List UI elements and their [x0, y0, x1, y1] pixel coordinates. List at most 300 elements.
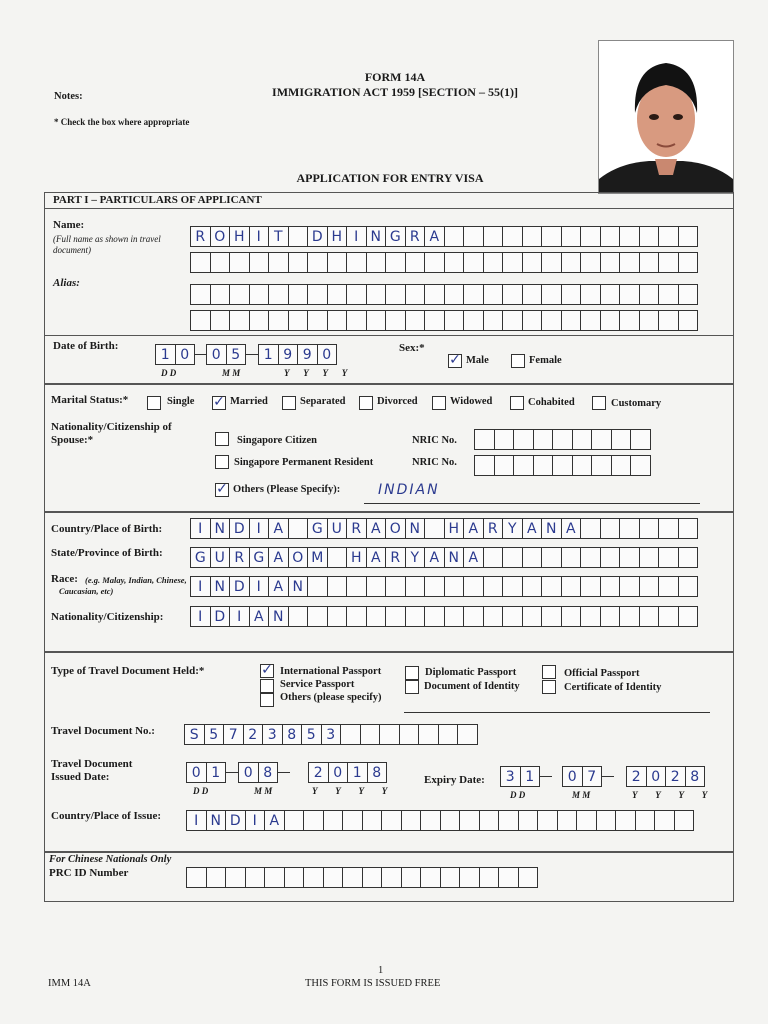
name-field-row1[interactable]: [190, 226, 697, 247]
char-box[interactable]: Y: [405, 547, 426, 568]
travel-coi-checkbox[interactable]: [542, 680, 556, 694]
char-box[interactable]: [288, 252, 309, 273]
char-box[interactable]: [678, 576, 699, 597]
char-box[interactable]: [483, 576, 504, 597]
char-box[interactable]: [463, 310, 484, 331]
char-box[interactable]: [639, 310, 660, 331]
char-box[interactable]: [494, 455, 515, 476]
char-box[interactable]: [440, 867, 461, 888]
char-box[interactable]: [580, 226, 601, 247]
char-box[interactable]: [424, 252, 445, 273]
char-box[interactable]: [323, 810, 344, 831]
char-box[interactable]: O: [210, 226, 231, 247]
char-box[interactable]: G: [249, 547, 270, 568]
char-box[interactable]: R: [483, 518, 504, 539]
char-box[interactable]: [600, 284, 621, 305]
char-box[interactable]: [424, 284, 445, 305]
char-box[interactable]: [401, 810, 422, 831]
char-box[interactable]: [405, 252, 426, 273]
char-box[interactable]: N: [288, 576, 309, 597]
char-box[interactable]: [630, 455, 651, 476]
char-box[interactable]: [658, 252, 679, 273]
char-box[interactable]: 0: [186, 762, 207, 783]
char-box[interactable]: [518, 810, 539, 831]
char-box[interactable]: [483, 547, 504, 568]
char-box[interactable]: 3: [321, 724, 342, 745]
char-box[interactable]: [561, 606, 582, 627]
char-box[interactable]: [561, 284, 582, 305]
char-box[interactable]: [327, 310, 348, 331]
char-box[interactable]: 0: [317, 344, 338, 365]
char-box[interactable]: [483, 606, 504, 627]
char-box[interactable]: [561, 547, 582, 568]
char-box[interactable]: [541, 252, 562, 273]
char-box[interactable]: [596, 810, 617, 831]
char-box[interactable]: [405, 284, 426, 305]
char-box[interactable]: [541, 226, 562, 247]
char-box[interactable]: A: [424, 226, 445, 247]
char-box[interactable]: [522, 284, 543, 305]
char-box[interactable]: [307, 284, 328, 305]
char-box[interactable]: [479, 810, 500, 831]
marital-customary-checkbox[interactable]: [592, 396, 606, 410]
char-box[interactable]: 9: [297, 344, 318, 365]
char-box[interactable]: 1: [206, 762, 227, 783]
char-box[interactable]: [639, 284, 660, 305]
char-box[interactable]: [561, 252, 582, 273]
char-box[interactable]: [346, 284, 367, 305]
char-box[interactable]: [463, 226, 484, 247]
travel-official-checkbox[interactable]: [542, 665, 556, 679]
nric-field-2[interactable]: [474, 455, 650, 476]
char-box[interactable]: [580, 606, 601, 627]
char-box[interactable]: [678, 252, 699, 273]
char-box[interactable]: [479, 867, 500, 888]
char-box[interactable]: [459, 810, 480, 831]
char-box[interactable]: [385, 252, 406, 273]
char-box[interactable]: 5: [226, 344, 247, 365]
char-box[interactable]: [346, 606, 367, 627]
char-box[interactable]: G: [190, 547, 211, 568]
char-box[interactable]: [346, 310, 367, 331]
country-birth-field[interactable]: [190, 518, 697, 539]
char-box[interactable]: [346, 252, 367, 273]
char-box[interactable]: [600, 576, 621, 597]
char-box[interactable]: [678, 547, 699, 568]
char-box[interactable]: [206, 867, 227, 888]
char-box[interactable]: [580, 547, 601, 568]
char-box[interactable]: [674, 810, 695, 831]
char-box[interactable]: [418, 724, 439, 745]
char-box[interactable]: A: [264, 810, 285, 831]
char-box[interactable]: [401, 867, 422, 888]
char-box[interactable]: [463, 576, 484, 597]
expiry-year-field[interactable]: [626, 766, 704, 787]
char-box[interactable]: [561, 310, 582, 331]
char-box[interactable]: [249, 284, 270, 305]
char-box[interactable]: [580, 252, 601, 273]
marital-widowed-checkbox[interactable]: [432, 396, 446, 410]
char-box[interactable]: [381, 810, 402, 831]
char-box[interactable]: [639, 576, 660, 597]
char-box[interactable]: [533, 455, 554, 476]
char-box[interactable]: [457, 724, 478, 745]
marital-separated-checkbox[interactable]: [282, 396, 296, 410]
char-box[interactable]: [327, 284, 348, 305]
spouse-others-checkbox[interactable]: ✓: [216, 481, 228, 497]
expiry-month-field[interactable]: [562, 766, 601, 787]
char-box[interactable]: I: [229, 606, 250, 627]
char-box[interactable]: [210, 252, 231, 273]
char-box[interactable]: [502, 576, 523, 597]
char-box[interactable]: O: [385, 518, 406, 539]
char-box[interactable]: [190, 310, 211, 331]
marital-single-checkbox[interactable]: [147, 396, 161, 410]
issued-month-field[interactable]: [238, 762, 277, 783]
char-box[interactable]: R: [405, 226, 426, 247]
char-box[interactable]: [424, 606, 445, 627]
char-box[interactable]: 2: [665, 766, 686, 787]
char-box[interactable]: N: [405, 518, 426, 539]
char-box[interactable]: A: [463, 547, 484, 568]
char-box[interactable]: I: [249, 576, 270, 597]
char-box[interactable]: [533, 429, 554, 450]
char-box[interactable]: [639, 606, 660, 627]
state-birth-field[interactable]: [190, 547, 697, 568]
char-box[interactable]: [346, 576, 367, 597]
char-box[interactable]: A: [249, 606, 270, 627]
char-box[interactable]: N: [444, 547, 465, 568]
issued-year-field[interactable]: [308, 762, 386, 783]
char-box[interactable]: U: [327, 518, 348, 539]
char-box[interactable]: [639, 252, 660, 273]
char-box[interactable]: [444, 310, 465, 331]
char-box[interactable]: [288, 310, 309, 331]
marital-cohabited-checkbox[interactable]: [510, 396, 524, 410]
char-box[interactable]: [229, 284, 250, 305]
char-box[interactable]: [678, 226, 699, 247]
char-box[interactable]: [600, 310, 621, 331]
char-box[interactable]: [342, 810, 363, 831]
char-box[interactable]: 1: [155, 344, 176, 365]
char-box[interactable]: [619, 252, 640, 273]
char-box[interactable]: G: [385, 226, 406, 247]
char-box[interactable]: [552, 455, 573, 476]
char-box[interactable]: [541, 547, 562, 568]
char-box[interactable]: [366, 310, 387, 331]
char-box[interactable]: 3: [262, 724, 283, 745]
char-box[interactable]: [522, 310, 543, 331]
expiry-day-field[interactable]: [500, 766, 539, 787]
char-box[interactable]: [360, 724, 381, 745]
char-box[interactable]: [658, 518, 679, 539]
char-box[interactable]: [678, 310, 699, 331]
travel-no-field[interactable]: [184, 724, 477, 745]
char-box[interactable]: H: [229, 226, 250, 247]
char-box[interactable]: [303, 810, 324, 831]
issued-day-field[interactable]: [186, 762, 225, 783]
char-box[interactable]: [483, 226, 504, 247]
char-box[interactable]: [502, 226, 523, 247]
char-box[interactable]: [307, 576, 328, 597]
char-box[interactable]: A: [366, 547, 387, 568]
char-box[interactable]: 0: [328, 762, 349, 783]
char-box[interactable]: [591, 429, 612, 450]
char-box[interactable]: [600, 226, 621, 247]
char-box[interactable]: D: [210, 606, 231, 627]
char-box[interactable]: [522, 547, 543, 568]
char-box[interactable]: [284, 867, 305, 888]
char-box[interactable]: [541, 606, 562, 627]
char-box[interactable]: [307, 606, 328, 627]
char-box[interactable]: [474, 429, 495, 450]
char-box[interactable]: [619, 226, 640, 247]
char-box[interactable]: [327, 252, 348, 273]
char-box[interactable]: H: [327, 226, 348, 247]
char-box[interactable]: A: [463, 518, 484, 539]
sex-male-checkbox[interactable]: ✓: [449, 352, 461, 368]
char-box[interactable]: [385, 284, 406, 305]
spouse-pr-checkbox[interactable]: [215, 455, 229, 469]
dob-year-field[interactable]: [258, 344, 336, 365]
char-box[interactable]: N: [206, 810, 227, 831]
char-box[interactable]: [591, 455, 612, 476]
char-box[interactable]: N: [210, 518, 231, 539]
nric-field-1[interactable]: [474, 429, 650, 450]
char-box[interactable]: [474, 455, 495, 476]
char-box[interactable]: [580, 284, 601, 305]
char-box[interactable]: 7: [223, 724, 244, 745]
char-box[interactable]: [186, 867, 207, 888]
char-box[interactable]: [307, 252, 328, 273]
char-box[interactable]: [323, 867, 344, 888]
char-box[interactable]: [483, 310, 504, 331]
char-box[interactable]: [572, 429, 593, 450]
char-box[interactable]: [654, 810, 675, 831]
char-box[interactable]: [362, 867, 383, 888]
char-box[interactable]: [424, 310, 445, 331]
char-box[interactable]: D: [229, 576, 250, 597]
char-box[interactable]: I: [346, 226, 367, 247]
char-box[interactable]: 9: [278, 344, 299, 365]
char-box[interactable]: 8: [282, 724, 303, 745]
char-box[interactable]: [190, 284, 211, 305]
char-box[interactable]: I: [190, 518, 211, 539]
char-box[interactable]: R: [346, 518, 367, 539]
char-box[interactable]: [502, 284, 523, 305]
char-box[interactable]: [557, 810, 578, 831]
char-box[interactable]: [459, 867, 480, 888]
char-box[interactable]: H: [444, 518, 465, 539]
char-box[interactable]: [366, 252, 387, 273]
char-box[interactable]: [561, 226, 582, 247]
char-box[interactable]: [288, 606, 309, 627]
char-box[interactable]: [229, 310, 250, 331]
char-box[interactable]: [580, 310, 601, 331]
dob-day-field[interactable]: [155, 344, 194, 365]
char-box[interactable]: [678, 284, 699, 305]
char-box[interactable]: O: [288, 547, 309, 568]
char-box[interactable]: I: [190, 606, 211, 627]
char-box[interactable]: [264, 867, 285, 888]
char-box[interactable]: [678, 606, 699, 627]
char-box[interactable]: [366, 576, 387, 597]
char-box[interactable]: R: [190, 226, 211, 247]
nationality-field[interactable]: [190, 606, 697, 627]
char-box[interactable]: [420, 867, 441, 888]
char-box[interactable]: [615, 810, 636, 831]
char-box[interactable]: T: [268, 226, 289, 247]
sex-female-checkbox[interactable]: [511, 354, 525, 368]
char-box[interactable]: [619, 606, 640, 627]
char-box[interactable]: [619, 310, 640, 331]
char-box[interactable]: [600, 518, 621, 539]
char-box[interactable]: [249, 252, 270, 273]
char-box[interactable]: N: [366, 226, 387, 247]
char-box[interactable]: 0: [175, 344, 196, 365]
char-box[interactable]: [405, 310, 426, 331]
char-box[interactable]: [327, 606, 348, 627]
char-box[interactable]: [522, 226, 543, 247]
char-box[interactable]: [444, 252, 465, 273]
char-box[interactable]: A: [366, 518, 387, 539]
char-box[interactable]: 8: [367, 762, 388, 783]
char-box[interactable]: [424, 518, 445, 539]
char-box[interactable]: [576, 810, 597, 831]
char-box[interactable]: [288, 226, 309, 247]
char-box[interactable]: [440, 810, 461, 831]
travel-service-checkbox[interactable]: [260, 679, 274, 693]
char-box[interactable]: [639, 547, 660, 568]
char-box[interactable]: [502, 310, 523, 331]
char-box[interactable]: 3: [500, 766, 521, 787]
char-box[interactable]: [284, 810, 305, 831]
char-box[interactable]: [522, 606, 543, 627]
char-box[interactable]: [561, 576, 582, 597]
char-box[interactable]: [463, 252, 484, 273]
char-box[interactable]: Y: [502, 518, 523, 539]
char-box[interactable]: D: [225, 810, 246, 831]
char-box[interactable]: N: [210, 576, 231, 597]
char-box[interactable]: [502, 547, 523, 568]
travel-others-checkbox[interactable]: [260, 693, 274, 707]
char-box[interactable]: R: [385, 547, 406, 568]
char-box[interactable]: [658, 606, 679, 627]
char-box[interactable]: [619, 518, 640, 539]
place-issue-field[interactable]: [186, 810, 693, 831]
char-box[interactable]: [518, 867, 539, 888]
char-box[interactable]: [424, 576, 445, 597]
name-field-row2[interactable]: [190, 252, 697, 273]
char-box[interactable]: [522, 576, 543, 597]
travel-diplomatic-checkbox[interactable]: [405, 666, 419, 680]
char-box[interactable]: [541, 284, 562, 305]
char-box[interactable]: D: [307, 226, 328, 247]
char-box[interactable]: 2: [626, 766, 647, 787]
char-box[interactable]: S: [184, 724, 205, 745]
char-box[interactable]: [399, 724, 420, 745]
char-box[interactable]: [444, 284, 465, 305]
char-box[interactable]: A: [522, 518, 543, 539]
char-box[interactable]: [541, 576, 562, 597]
char-box[interactable]: 0: [562, 766, 583, 787]
char-box[interactable]: [552, 429, 573, 450]
dob-month-field[interactable]: [206, 344, 245, 365]
char-box[interactable]: I: [249, 226, 270, 247]
char-box[interactable]: [444, 606, 465, 627]
char-box[interactable]: [513, 429, 534, 450]
char-box[interactable]: [611, 455, 632, 476]
char-box[interactable]: [611, 429, 632, 450]
char-box[interactable]: [268, 284, 289, 305]
char-box[interactable]: A: [268, 547, 289, 568]
char-box[interactable]: [381, 867, 402, 888]
char-box[interactable]: [619, 284, 640, 305]
char-box[interactable]: G: [307, 518, 328, 539]
marital-married-checkbox[interactable]: ✓: [213, 394, 225, 410]
char-box[interactable]: [502, 606, 523, 627]
char-box[interactable]: [245, 867, 266, 888]
char-box[interactable]: 5: [204, 724, 225, 745]
char-box[interactable]: [362, 810, 383, 831]
char-box[interactable]: [229, 252, 250, 273]
char-box[interactable]: [537, 810, 558, 831]
char-box[interactable]: [190, 252, 211, 273]
char-box[interactable]: N: [268, 606, 289, 627]
char-box[interactable]: 0: [646, 766, 667, 787]
char-box[interactable]: [268, 252, 289, 273]
char-box[interactable]: [225, 867, 246, 888]
char-box[interactable]: [385, 310, 406, 331]
char-box[interactable]: [619, 576, 640, 597]
char-box[interactable]: A: [268, 576, 289, 597]
char-box[interactable]: [405, 576, 426, 597]
char-box[interactable]: R: [229, 547, 250, 568]
char-box[interactable]: [600, 606, 621, 627]
char-box[interactable]: [342, 867, 363, 888]
char-box[interactable]: [498, 867, 519, 888]
char-box[interactable]: [249, 310, 270, 331]
char-box[interactable]: [463, 606, 484, 627]
char-box[interactable]: [580, 576, 601, 597]
char-box[interactable]: [366, 284, 387, 305]
char-box[interactable]: [385, 576, 406, 597]
char-box[interactable]: [639, 226, 660, 247]
race-field[interactable]: [190, 576, 697, 597]
char-box[interactable]: [463, 284, 484, 305]
char-box[interactable]: A: [424, 547, 445, 568]
char-box[interactable]: [327, 576, 348, 597]
char-box[interactable]: I: [245, 810, 266, 831]
char-box[interactable]: D: [229, 518, 250, 539]
char-box[interactable]: [379, 724, 400, 745]
char-box[interactable]: [678, 518, 699, 539]
char-box[interactable]: [498, 810, 519, 831]
travel-intl-checkbox[interactable]: ✓: [261, 662, 273, 678]
char-box[interactable]: [483, 252, 504, 273]
alias-field-row2[interactable]: [190, 310, 697, 331]
char-box[interactable]: [366, 606, 387, 627]
spouse-citizen-checkbox[interactable]: [215, 432, 229, 446]
char-box[interactable]: [210, 284, 231, 305]
char-box[interactable]: [502, 252, 523, 273]
char-box[interactable]: [210, 310, 231, 331]
char-box[interactable]: I: [186, 810, 207, 831]
char-box[interactable]: 1: [258, 344, 279, 365]
char-box[interactable]: [639, 518, 660, 539]
char-box[interactable]: M: [307, 547, 328, 568]
char-box[interactable]: 1: [520, 766, 541, 787]
